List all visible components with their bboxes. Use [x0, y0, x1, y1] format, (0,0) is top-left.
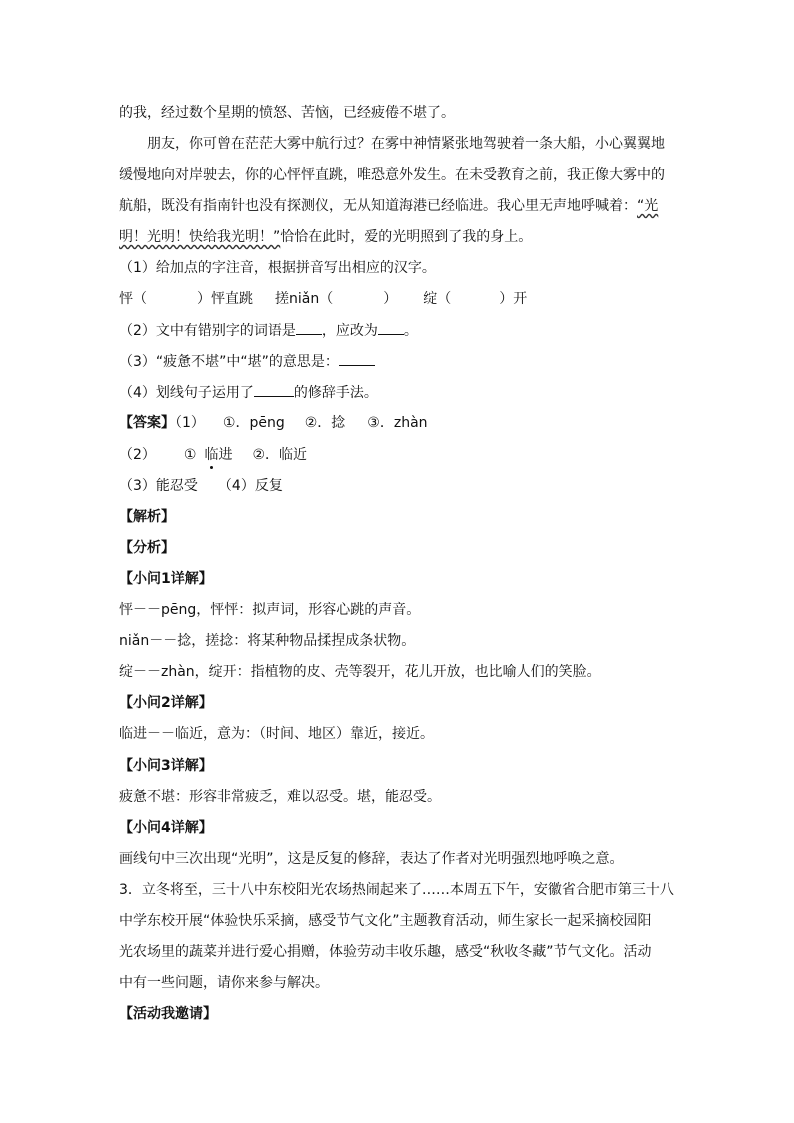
- q1-paren-close-2: ）: [383, 291, 398, 307]
- answer-line-2: [119, 445, 307, 465]
- answer-2-num: （2）: [119, 447, 156, 463]
- answer-3: （3）能忍受: [119, 478, 198, 494]
- question-3-line-3: 光农场里的蔬菜并进行爱心捐赠，体验劳动丰收乐趣，感受“秋收冬藏”节气文化。活动: [119, 944, 652, 960]
- question-3-line-2: 中学东校开展“体验快乐采摘，感受节气文化”主题教育活动，师生家长一起采摘校园阳: [119, 913, 652, 929]
- analysis-heading: 【解析】: [119, 509, 175, 525]
- passage-line-5: [119, 227, 532, 247]
- q3-blank: [339, 351, 375, 366]
- answer-1-ii: ②．捻: [304, 415, 346, 431]
- activity-heading: 【活动我邀请】: [119, 1006, 217, 1022]
- q4-text: （4）划线句子运用了: [119, 385, 254, 401]
- detail-1-heading: 【小问1详解】: [119, 571, 213, 587]
- q1-pinyin-nian: niǎn: [289, 291, 320, 307]
- passage-line-5-text: 恰恰在此时，爱的光明照到了我的身上。: [280, 229, 533, 245]
- question-3-line-4: 中有一些问题，请你来参与解决。: [119, 975, 329, 991]
- detail-4: 画线句中三次出现“光明”，这是反复的修辞，表达了作者对光明强烈地呼唤之意。: [119, 851, 624, 867]
- question-4: [119, 382, 378, 403]
- q4-blank: [254, 382, 294, 397]
- q1-paren-close: ）怦直跳: [197, 291, 253, 307]
- question-1: （1）给加点的字注音，根据拼音写出相应的汉字。: [119, 260, 436, 276]
- detail-3-heading: 【小问3详解】: [119, 758, 213, 774]
- detail-2-heading: 【小问2详解】: [119, 695, 213, 711]
- q2-blank-2: [378, 320, 404, 335]
- question-3-line-1: 3．立冬将至，三十八中东校阳光农场热闹起来了……本周五下午，安徽省合肥市第三十八: [119, 882, 674, 898]
- answer-4: （4）反复: [217, 478, 283, 494]
- answer-1-iii: ③．zhàn: [367, 415, 428, 431]
- detail-2: 临进－－临近，意为：（时间、地区）靠近，接近。: [119, 726, 434, 742]
- underlined-sentence-end: 明！光明！快给我光明！”: [119, 229, 281, 245]
- answer-2-char: 进: [218, 447, 233, 463]
- passage-line-2: 朋友，你可曾在茫茫大雾中航行过？在雾中神情紧张地驾驶着一条大船，小心翼翼地: [147, 136, 665, 152]
- passage-line-4: [119, 196, 658, 216]
- answer-2-i-num: ①: [183, 447, 197, 463]
- question-3: [119, 351, 375, 372]
- q2-text: （2）文中有错别字的词语是: [119, 323, 296, 339]
- q1-char-peng: 怦: [119, 291, 133, 307]
- underlined-sentence-start: “光: [637, 198, 659, 214]
- q2-blank-1: [296, 320, 322, 335]
- passage-line-4-text: 航船，既没有指南针也没有探测仪，无从知道海港已经临进。我心里无声地呼喊着：: [119, 198, 637, 214]
- q1-paren-open-2: （: [319, 291, 334, 307]
- detail-1b: niǎn－－捻，搓捻：将某种物品揉捏成条状物。: [119, 633, 416, 649]
- q3-text: （3）“疲惫不堪”中“堪”的意思是：: [119, 354, 339, 370]
- answer-line-1: [119, 413, 428, 433]
- detail-1a: 怦－－pēng，怦怦：拟声词，形容心跳的声音。: [119, 602, 421, 618]
- answer-2-char-dotted: 临: [204, 447, 219, 463]
- passage-line-1: 的我，经过数个星期的愤怒、苦恼，已经疲倦不堪了。: [119, 105, 455, 121]
- answer-1-i: ①．pēng: [222, 415, 285, 431]
- q1-char-cuo: 搓: [275, 291, 289, 307]
- q2-text-end: 。: [403, 323, 418, 339]
- question-1-items: [119, 289, 527, 309]
- q4-text-end: 的修辞手法。: [293, 385, 378, 401]
- detail-1c: 绽－－zhàn，绽开：指植物的皮、壳等裂开，花儿开放，也比喻人们的笑脸。: [119, 664, 601, 680]
- answer-label: 【答案】: [119, 415, 175, 431]
- q1-paren-open-3: （: [437, 291, 452, 307]
- q1-paren-open: （: [133, 291, 147, 307]
- detail-4-heading: 【小问4详解】: [119, 820, 213, 836]
- q1-paren-close-3: ）开: [499, 291, 528, 307]
- answer-2-ii: ②．临近: [252, 447, 308, 463]
- detail-3: 疲惫不堪：形容非常疲乏，难以忍受。堪，能忍受。: [119, 789, 441, 805]
- question-2: [119, 320, 418, 341]
- analysis-subheading: 【分析】: [119, 540, 175, 556]
- q1-char-zhan: 绽: [423, 291, 438, 307]
- q2-text-mid: ，应改为: [321, 323, 378, 339]
- answer-line-3: [119, 476, 283, 496]
- answer-1-num: （1）: [175, 415, 205, 431]
- passage-line-3: 缓慢地向对岸驶去，你的心怦怦直跳，唯恐意外发生。在未受教育之前，我正像大雾中的: [119, 167, 665, 183]
